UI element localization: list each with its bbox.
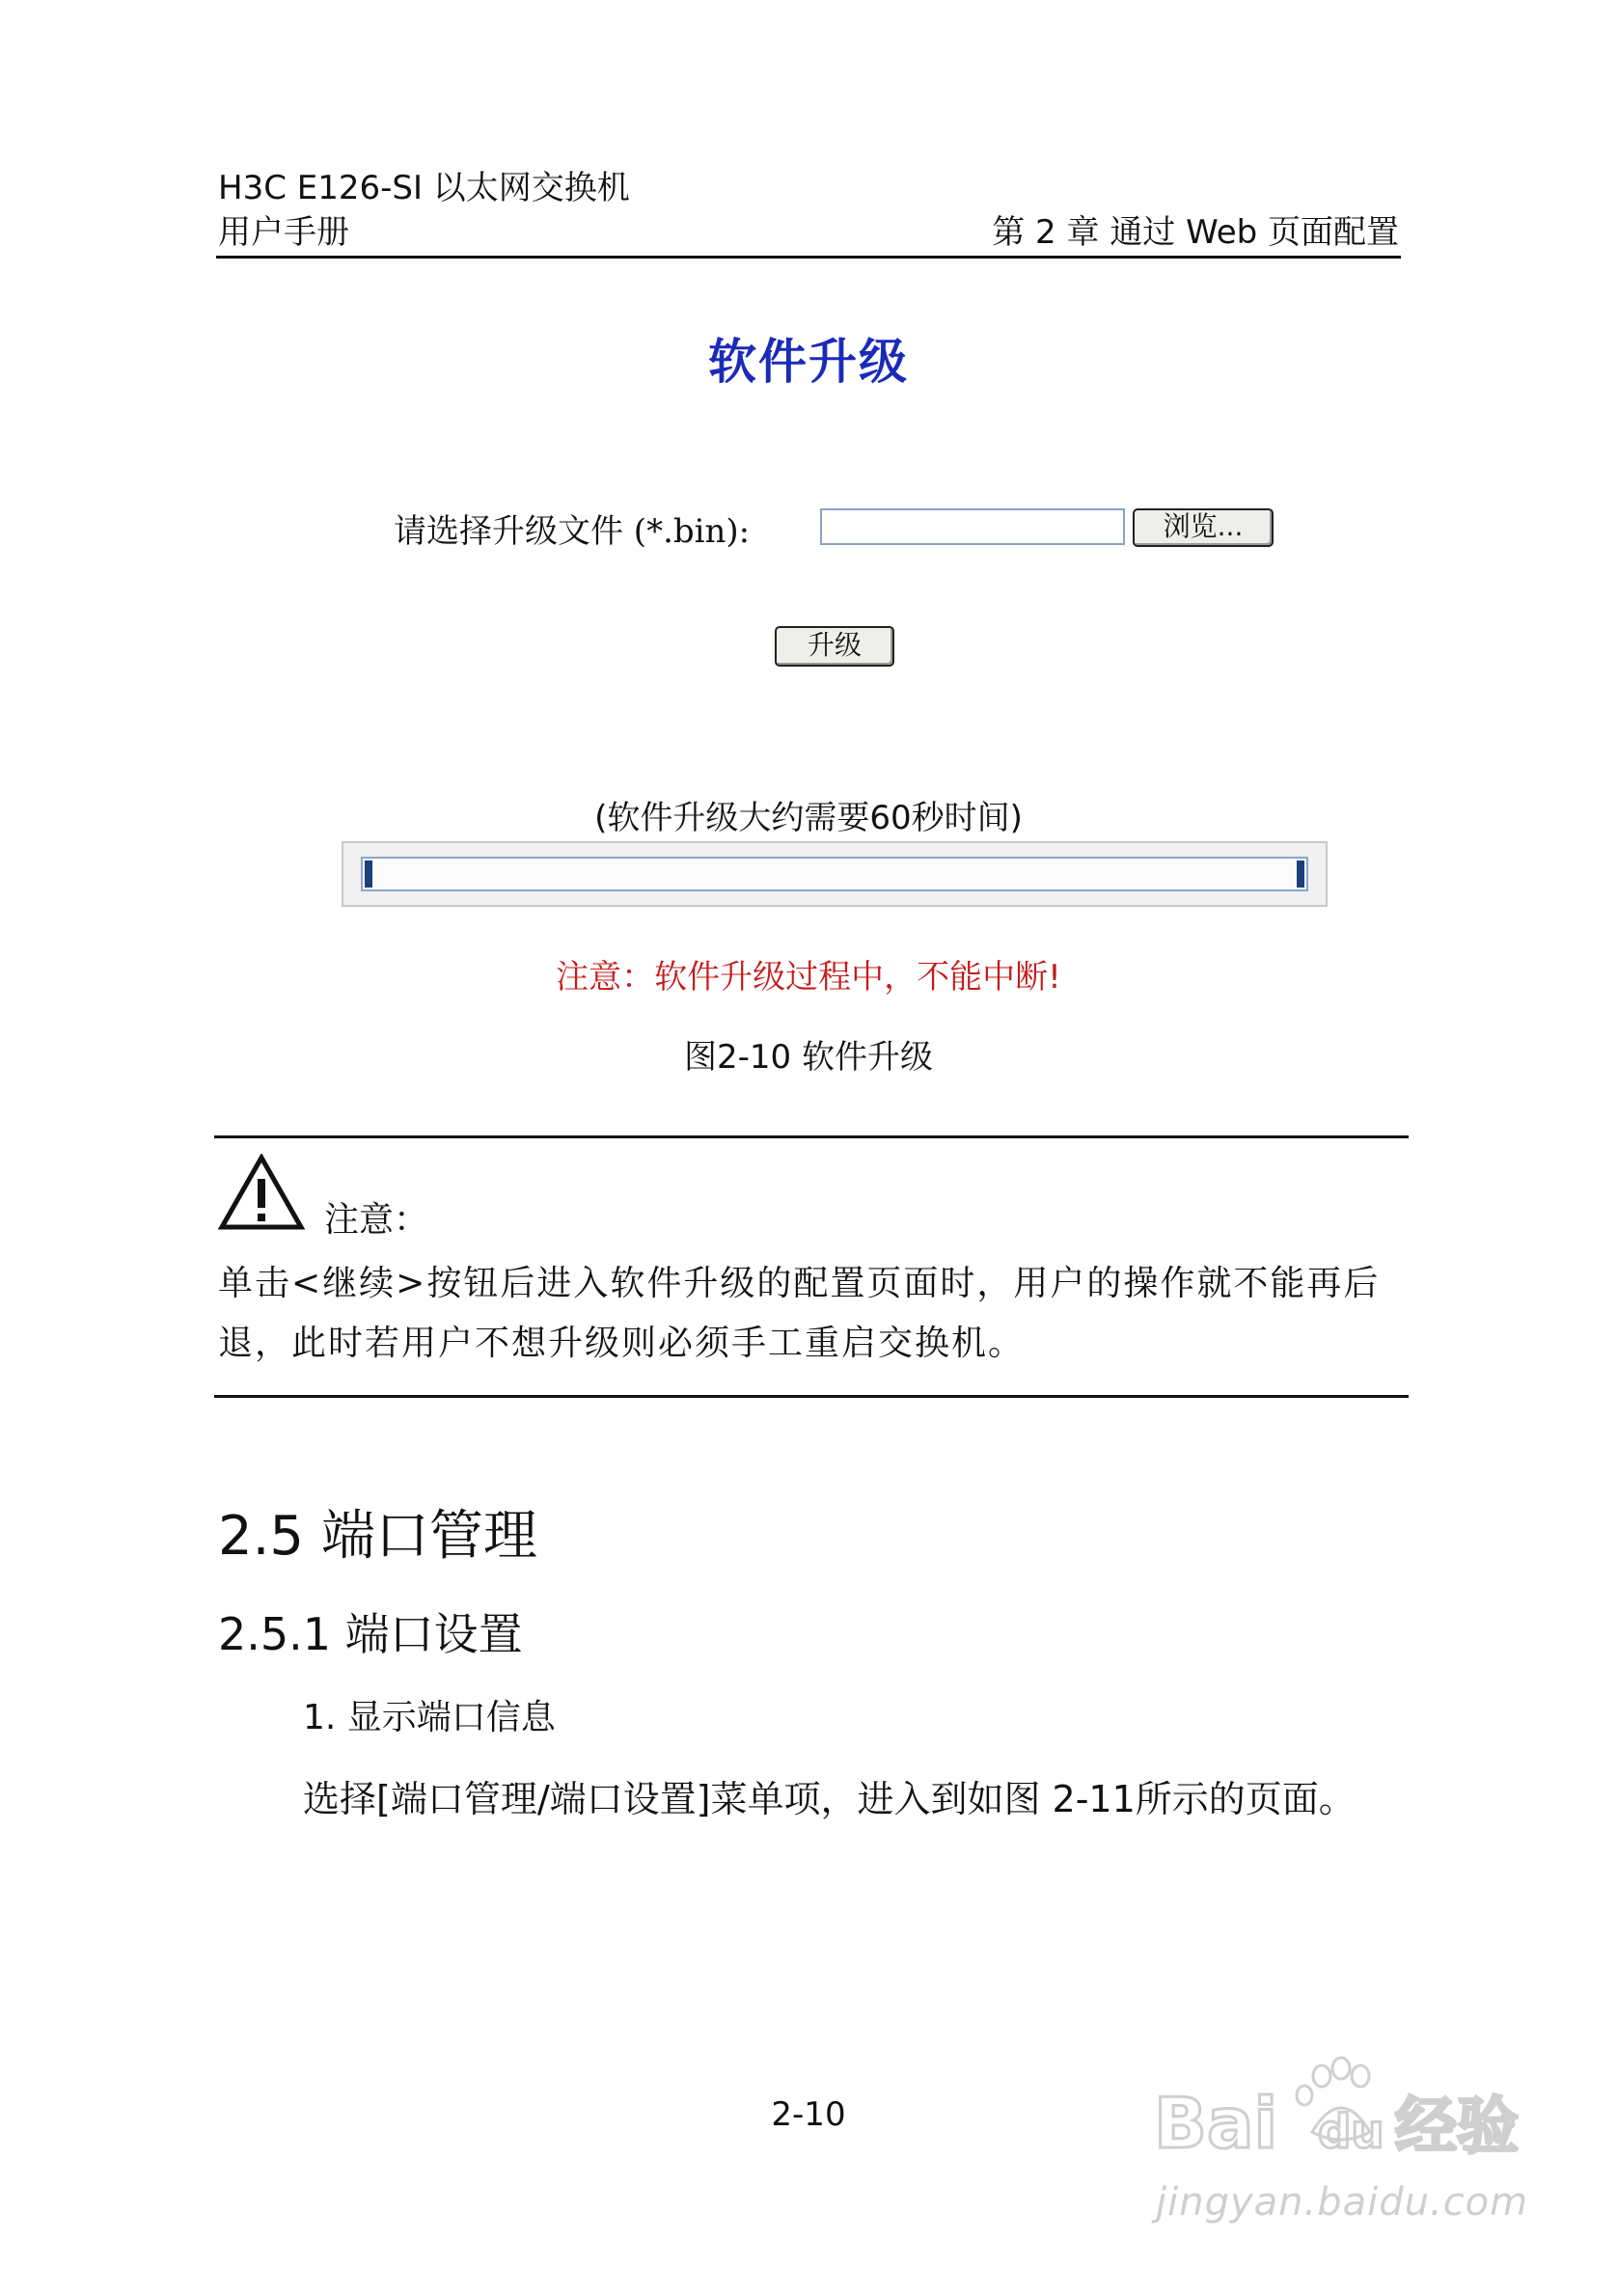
header-product: H3C E126-SI 以太网交换机 xyxy=(218,169,630,207)
progress-track xyxy=(361,857,1308,891)
subsection-heading: 1. 显示端口信息 xyxy=(303,1698,556,1737)
header-divider xyxy=(216,256,1401,259)
body-paragraph: 选择[端口管理/端口设置]菜单项，进入到如图 2-11所示的页面。 xyxy=(303,1778,1356,1820)
upgrade-progress-bar xyxy=(342,841,1328,907)
baidu-watermark-logo xyxy=(1148,2055,1534,2161)
section-heading-2-5-1: 2.5.1 端口设置 xyxy=(218,1608,523,1660)
page-number: 2-10 xyxy=(771,2095,846,2134)
file-path-input[interactable] xyxy=(820,508,1125,545)
svg-text:du: du xyxy=(1318,2105,1384,2159)
svg-text:Bai: Bai xyxy=(1154,2083,1278,2161)
figure-caption: 图2-10 软件升级 xyxy=(684,1038,933,1077)
notice-bottom-rule xyxy=(214,1395,1409,1398)
notice-body: 单击<继续>按钮后进入软件升级的配置页面时，用户的操作就不能再后退，此时若用户不想升级则必须手工重启交换机。 xyxy=(218,1264,1381,1363)
browse-button[interactable]: 浏览... xyxy=(1133,508,1274,547)
notice-title: 注意： xyxy=(324,1200,429,1240)
watermark-site: jingyan.baidu.com xyxy=(1156,2180,1529,2225)
upgrade-time-note: (软件升级大约需要60秒时间) xyxy=(594,799,1023,837)
figure-title: 软件升级 xyxy=(708,334,909,390)
file-select-label: 请选择升级文件 (*.bin): xyxy=(394,512,751,551)
notice-top-rule xyxy=(214,1135,1409,1138)
warning-triangle-icon xyxy=(218,1154,305,1231)
page-header-left xyxy=(218,166,630,255)
header-chapter: 第 2 章 通过 Web 页面配置 xyxy=(992,213,1399,252)
upgrade-warning-text: 注意：软件升级过程中，不能中断! xyxy=(556,958,1061,997)
header-manual: 用户手册 xyxy=(218,213,349,252)
upgrade-button[interactable]: 升级 xyxy=(775,626,894,667)
svg-text:经验: 经验 xyxy=(1395,2091,1519,2161)
section-heading-2-5: 2.5 端口管理 xyxy=(218,1505,537,1568)
